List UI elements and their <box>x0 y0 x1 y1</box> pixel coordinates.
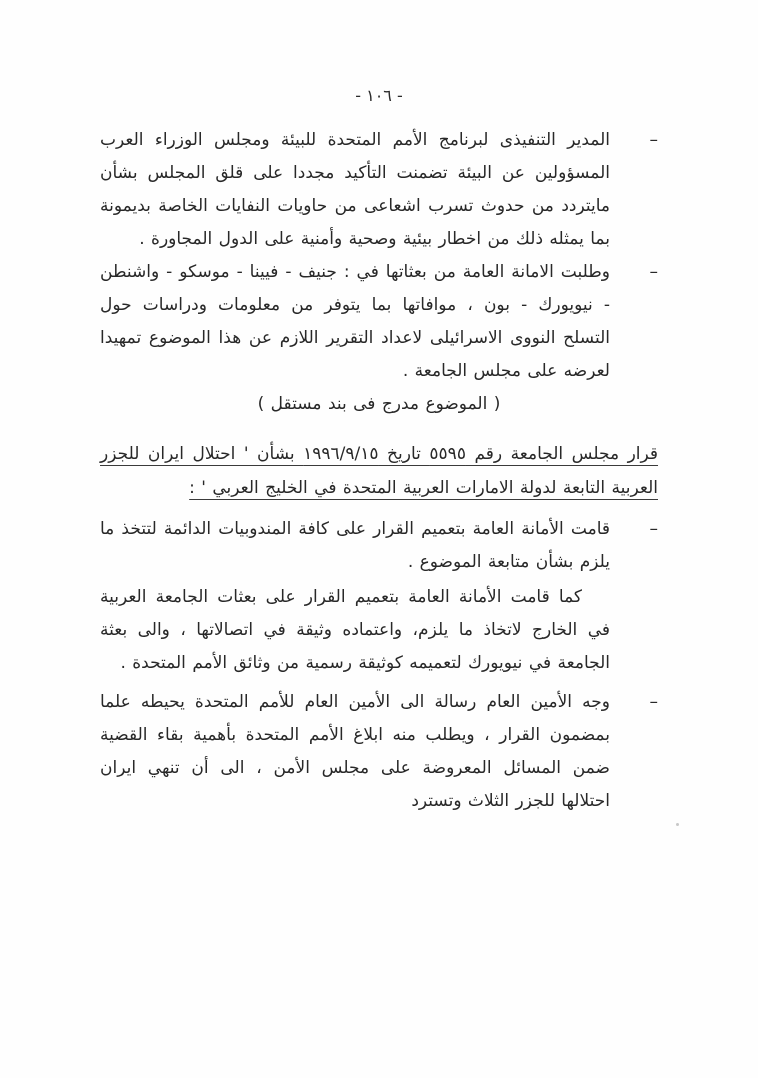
bullet-dash-icon: – <box>649 692 658 712</box>
resolution-heading: قرار مجلس الجامعة رقم ٥٥٩٥ تاريخ ١٩٩٦/٩/١٥ بشأن ' احتلال ايران للجزر العربية التابعة لدولة الامارات العربية المتحدة في الخليج العربي ' : <box>100 444 659 498</box>
bullet-dash-icon: – <box>649 130 658 150</box>
paragraph-circulation-to-missions: كما قامت الأمانة العامة بتعميم القرار على بعثات الجامعة العربية في الخارج لاتخاذ ما يلزم، واعتماده وثيقة في اتصالاتها ، والى بعثة الجامعة في نيويورك لتعميمه كوثيقة رسمية من وثائق الأمم المتحدة . <box>100 587 610 673</box>
paragraph-text: وطلبت الامانة العامة من بعثاتها في : جنيف - فيينا - موسكو - واشنطن - نيويورك - بون ، موافاتها بما يتوفر من معلومات ودراسات حول التسلح النووى الاسرائيلى لاعداد التقرير اللازم عن هذا الموضوع تمهيدا لعرضه على مجلس الجامعة . <box>100 262 610 381</box>
bullet-unep-radiation-leak <box>100 124 658 256</box>
paragraph-text: المدير التنفيذى لبرنامج الأمم المتحدة للبيئة ومجلس الوزراء العرب المسؤولين عن البيئة تضمنت التأكيد مجددا على قلق المجلس بشأن مايتردد من حدوث تسرب اشعاعى من حاويات النفايات الخاصة بديمونة بما يمثله ذلك من اخطار بيئية وصحية وأمنية على الدول المجاورة . <box>100 130 610 249</box>
bullet-missions-information-request <box>100 256 658 388</box>
paragraph-text: وجه الأمين العام رسالة الى الأمين العام للأمم المتحدة يحيطه علما بمضمون القرار ، ويطلب منه ابلاغ الأمم المتحدة بأهمية بقاء القضية ضمن المسائل المعروضة على مجلس الأمن ، الى أن تنهي ايران احتلالها للجزر الثلاث وتسترد <box>100 692 610 811</box>
bullet-dash-icon: – <box>649 262 658 282</box>
bullet-secretary-general-letter <box>100 686 658 818</box>
bullet-circulation-to-delegations <box>100 513 658 579</box>
scan-artifact-speck <box>676 823 679 826</box>
paragraph-text: قامت الأمانة العامة بتعميم القرار على كافة المندوبيات الدائمة لتتخذ ما يلزم بشأن متابعة الموضوع . <box>100 519 610 572</box>
page-number: - ١٠٦ - <box>355 86 403 105</box>
bullet-dash-icon: – <box>649 519 658 539</box>
document-body <box>100 124 658 818</box>
note-separate-agenda-item: ( الموضوع مدرج فى بند مستقل ) <box>257 394 501 414</box>
